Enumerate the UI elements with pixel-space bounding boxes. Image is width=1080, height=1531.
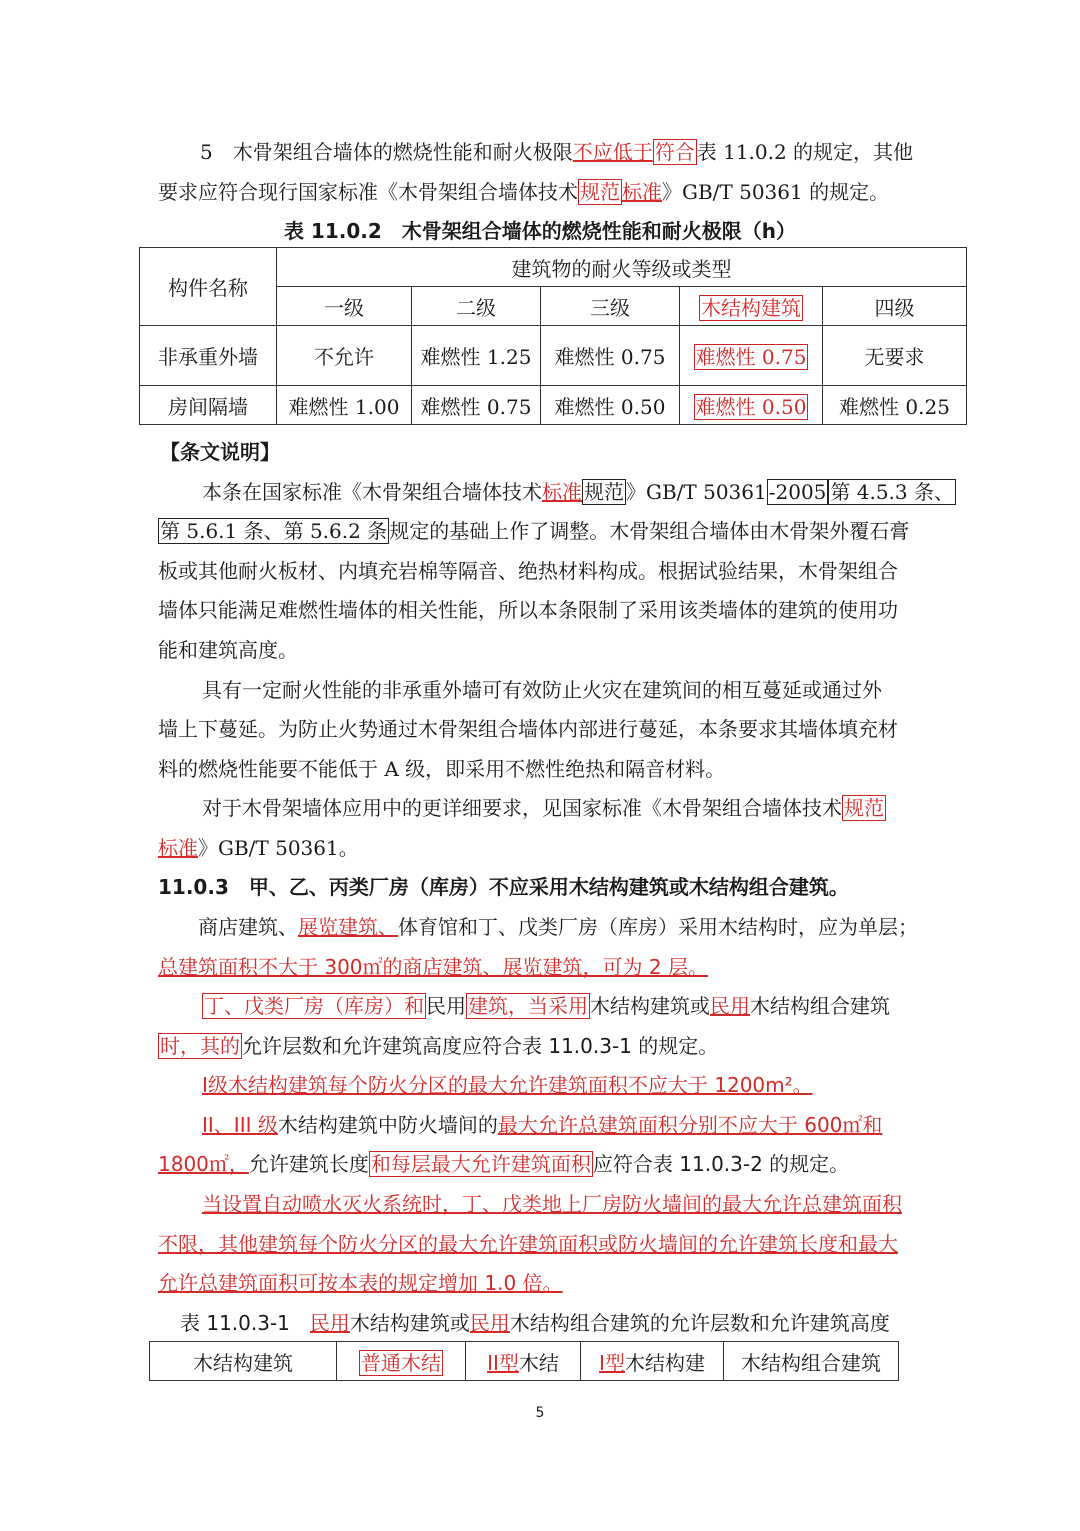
clause-5-line-2: 要求应符合现行国家标准《木骨架组合墙体技术 规范 标准》GB/T 50361 的规定。 [158,180,890,204]
table-2-caption: 表 11.0.3-1 民用木结构建筑或民用木结构组合建筑的允许层数和允许建筑高度 [180,1311,890,1335]
explain-p1-line-2: 第 5.6.1 条、第 5.6.2 条 规定的基础上作了调整。木骨架组合墙体由木骨架外覆石膏 [160,519,910,543]
clause-line: II、III 级木结构建筑中防火墙间的最大允许总建筑面积分别不应大于 600㎡和 [202,1113,883,1137]
explain-p3-line-1: 对于木骨架墙体应用中的更详细要求，见国家标准《木骨架组合墙体技术 规范 [202,796,884,820]
deleted-text: 不应低于 [572,140,653,164]
group-header: 建筑物的耐火等级或类型 [277,248,967,287]
table-header-cell: 普通木结 [337,1342,466,1381]
table-cell: 难燃性 0.50 [680,386,823,425]
grade-header: 一级 [277,287,412,326]
table-cell: 难燃性 1.00 [277,386,412,425]
page-number: 5 [535,1405,545,1421]
row-label: 房间隔墙 [140,386,277,425]
clause-line: 商店建筑、展览建筑、体育馆和丁、戊类厂房（库房）采用木结构时，应为单层； [198,915,918,939]
explain-p2-line-3: 料的燃烧性能要不能低于 A 级，即采用不燃性绝热和隔音材料。 [158,757,726,781]
explain-p1-line-5: 能和建筑高度。 [158,638,298,662]
explanation-heading: 【条文说明】 [160,440,280,464]
table-cell: 难燃性 1.25 [412,326,541,386]
clause-line-red: 当设置自动喷水灭火系统时，丁、戊类地上厂房防火墙间的最大允许总建筑面积 [202,1192,902,1216]
deleted-text: 标准 [622,180,662,204]
table-cell: 无要求 [823,326,967,386]
clause-line: 时，其的 允许层数和允许建筑高度应符合表 11.0.3-1 的规定。 [160,1034,719,1058]
table-header-cell: 木结构建筑 [150,1342,337,1381]
table-header-cell: I型木结构建 [581,1342,724,1381]
grade-header: 木结构建筑 [680,287,823,326]
inserted-text: 符合 [654,140,695,164]
clause-line: 1800㎡，允许建筑长度 和每层最大允许建筑面积 应符合表 11.0.3-2 的规定。 [158,1152,850,1176]
explain-p1-line-3: 板或其他耐火板材、内填充岩棉等隔音、绝热材料构成。根据试验结果，木骨架组合 [158,559,898,583]
table-1-caption: 表 11.0.2 木骨架组合墙体的燃烧性能和耐火极限（h） [283,219,797,243]
explain-p2-line-2: 墙上下蔓延。为防止火势通过木骨架组合墙体内部进行蔓延，本条要求其墙体填充材 [158,717,898,741]
allowed-stories-table [149,1341,899,1381]
explain-p1-line-1: 本条在国家标准《木骨架组合墙体技术标准 规范 》GB/T 50361 -2005 第 4.5.3 条、 [202,480,954,504]
inserted-text: 规范 [580,180,620,204]
grade-header: 二级 [412,287,541,326]
clause-line-red: 总建筑面积不大于 300㎡的商店建筑、展览建筑，可为 2 层。 [158,955,708,979]
column-header: 构件名称 [140,248,277,326]
table-row [140,386,967,425]
grade-header: 四级 [823,287,967,326]
clause-11-0-3-heading: 11.0.3 甲、乙、丙类厂房（库房）不应采用木结构建筑或木结构组合建筑。 [158,875,849,899]
table-row [140,326,967,386]
table-cell: 难燃性 0.75 [412,386,541,425]
clause-line: 丁、戊类厂房（库房）和 民用 建筑，当采用 木结构建筑或民用木结构组合建筑 [204,994,890,1018]
clause-5-line-1: 5 木骨架组合墙体的燃烧性能和耐火极限不应低于 符合 表 11.0.2 的规定，其他 [200,140,914,164]
table-cell: 难燃性 0.25 [823,386,967,425]
table-cell: 难燃性 0.75 [680,326,823,386]
row-label: 非承重外墙 [140,326,277,386]
explain-p2-line-1: 具有一定耐火性能的非承重外墙可有效防止火灾在建筑间的相互蔓延或通过外 [202,678,882,702]
table-cell: 难燃性 0.50 [541,386,680,425]
table-header-cell: 木结构组合建筑 [724,1342,899,1381]
clause-line-red: 允许总建筑面积可按本表的规定增加 1.0 倍。 [158,1271,563,1295]
explain-p3-line-2: 标准》GB/T 50361。 [158,836,359,860]
fire-resistance-table [139,247,967,425]
table-header-cell: II型木结 [466,1342,581,1381]
table-cell: 难燃性 0.75 [541,326,680,386]
clause-line-red: I级木结构建筑每个防火分区的最大允许建筑面积不应大于 1200m²。 [202,1073,813,1097]
explain-p1-line-4: 墙体只能满足难燃性墙体的相关性能，所以本条限制了采用该类墙体的建筑的使用功 [158,598,898,622]
table-cell: 不允许 [277,326,412,386]
clause-line-red: 不限，其他建筑每个防火分区的最大允许建筑面积或防火墙间的允许建筑长度和最大 [158,1232,898,1256]
grade-header: 三级 [541,287,680,326]
